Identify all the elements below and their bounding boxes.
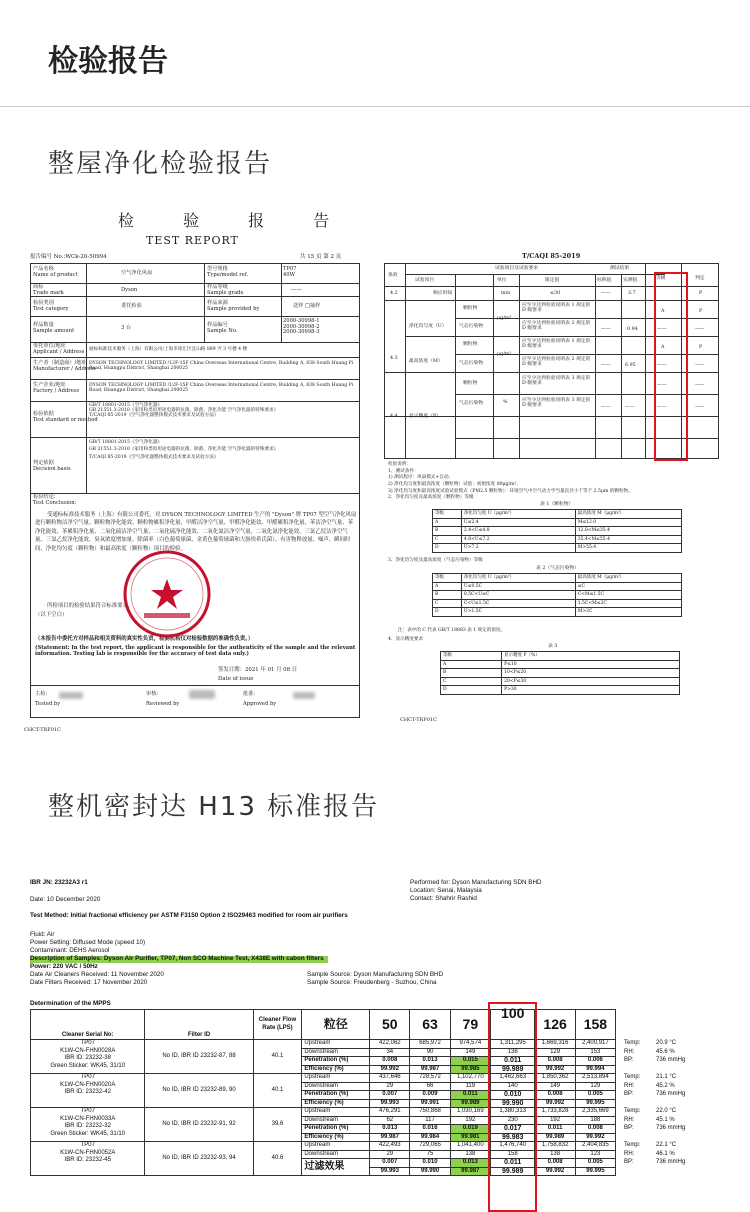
mpps-value: 0.013 bbox=[410, 1057, 450, 1066]
mpps-value: 0.009 bbox=[410, 1091, 450, 1100]
label-client: 委托单位/地址 Applicant / Address bbox=[33, 343, 85, 355]
determination-title: Determination of the MPPS bbox=[30, 1000, 111, 1007]
filter-id: No ID, IBR ID 23232-87, 88 bbox=[145, 1040, 253, 1074]
value-conclusion3: （以下空白） bbox=[35, 612, 68, 618]
value-conclusion2: 所检项目的检验结果符合标准要求。 bbox=[47, 603, 134, 609]
sample-description: Description of Samples: Dyson Air Purifier, TP07, Non SCO Machine Test, X438E with cabon filters bbox=[30, 956, 328, 963]
mpps-value: 0.007 bbox=[370, 1091, 410, 1100]
mpps-value: 153 bbox=[575, 1048, 615, 1057]
r3-unit: μg/m³ bbox=[497, 352, 512, 357]
r2-sub: 气态污染物 bbox=[459, 324, 483, 329]
mpps-value: 0.013 bbox=[450, 1159, 490, 1168]
filter-id: No ID, IBR ID 23232-89, 90 bbox=[145, 1074, 253, 1108]
mpps-value: 476,291 bbox=[370, 1108, 410, 1117]
row-label: Penetration (%) bbox=[302, 1057, 370, 1066]
label-manufacturer: 生产者（制造商）/地址 Manufacturer / Address bbox=[33, 360, 96, 372]
mpps-value: 422,493 bbox=[370, 1142, 410, 1151]
mpps-value: 0.011 bbox=[490, 1057, 535, 1066]
signature-reviewed bbox=[189, 690, 215, 699]
mpps-value: 0.008 bbox=[535, 1091, 575, 1100]
mpps-value: 1,380,313 bbox=[490, 1108, 535, 1117]
std-title: T/CAQI 85-2019 bbox=[522, 252, 581, 260]
table-row bbox=[31, 1142, 720, 1151]
mpps-value: 1,733,828 bbox=[535, 1108, 575, 1117]
col-items: 试验项目及试验要求 bbox=[495, 266, 539, 271]
sign-reviewed: 审核: bbox=[146, 691, 159, 697]
performed-for: Performed for: Dyson Manufacturing SDN BHD bbox=[410, 879, 542, 886]
table-2: 等级 净化均匀度 U（μg/m³） 最高浓度 M（μg/m³） A U≤0.5C ≤C B 0.5C<U≤C C<M≤1.5C C C<U≤1.5C 1.5C<M≤2C D U>1.5C M>2C bbox=[432, 573, 682, 617]
value-provided: 送样 □抽样 bbox=[293, 303, 321, 309]
mpps-value: 0.015 bbox=[450, 1057, 490, 1066]
mpps-value: 99.989 bbox=[490, 1167, 535, 1176]
mpps-value: 0.019 bbox=[450, 1125, 490, 1134]
sign-reviewed-en: Reviewed by bbox=[146, 701, 180, 707]
source-1: Sample Source: Dyson Manufacturing SDN BHD bbox=[307, 971, 444, 978]
value-grade: —— bbox=[291, 287, 302, 293]
issue-date: 签发日期：2021 年 01 月 08 日 bbox=[218, 667, 298, 673]
value-sampleno: 2000-30998-1 2000-30998-2 2000-30998-3 bbox=[283, 318, 320, 336]
official-seal-icon bbox=[122, 549, 212, 639]
date-filters: Date Filters Received: 17 November 2020 bbox=[30, 979, 148, 986]
mpps-value: 1,850,362 bbox=[535, 1074, 575, 1083]
mpps-value: 1,030,169 bbox=[450, 1108, 490, 1117]
mpps-value: 99.993 bbox=[370, 1099, 410, 1108]
mpps-value: 1,102,770 bbox=[450, 1074, 490, 1083]
value-conclusion: 受通标标准技术服务（上海）有限公司委托，对 DYSON TECHNOLOGY LIMITED 生产的 "Dyson" 牌 TP07 型空气净化风扇进行颗粒物洁净空气量、颗粒物净化能效、颗粒物累积净化量、甲醛洁净空气量、甲醛净化能效、甲醛累积净化量、苯洁净空气量、苯净化能效、苯累积净化量、二氧化硫洁净空气量、二氧化硫净化能效、二氧化氮洁净空气量、二氧化氮净化能效、三氯乙烷洁净空气量、三氯乙烷净化能效、臭氧浓度增加量、除菌率（白色葡萄球菌、金黄色葡萄球菌和大肠埃希氏菌）、有害物释放量、噪声、瞬间时间、净化均匀度（颗粒物）和最高浓度（颗粒物）项目的检验。 bbox=[35, 512, 357, 552]
r3-nominal: —— bbox=[601, 363, 611, 368]
power-setting: Power Setting: Diffused Mode (speed 10) bbox=[30, 939, 146, 946]
r0-no: 4.2 bbox=[390, 291, 398, 296]
mpps-value: 99.983 bbox=[490, 1133, 535, 1142]
env-conditions: BP: 736 mmHg bbox=[624, 1091, 686, 1097]
report-no: 报告编号 No.:WCk-20-50994 bbox=[30, 254, 107, 260]
row-label: Upstream bbox=[302, 1108, 370, 1117]
mpps-value: 99.994 bbox=[575, 1065, 615, 1074]
mpps-value: 138 bbox=[450, 1150, 490, 1159]
mpps-value: 1,462,663 bbox=[490, 1074, 535, 1083]
r3-grade: A bbox=[661, 345, 665, 350]
mpps-value: 99.992 bbox=[535, 1099, 575, 1108]
mpps-value: 0.008 bbox=[575, 1125, 615, 1134]
col-grade: 等级 bbox=[656, 276, 666, 281]
r1-grade: A bbox=[661, 309, 665, 314]
flow-rate: 40.1 bbox=[253, 1040, 302, 1074]
mpps-value: 99.989 bbox=[450, 1099, 490, 1108]
env-conditions: RH: 45.6 % bbox=[624, 1048, 675, 1055]
label-standard: 检验依据 Test standard or method bbox=[33, 411, 98, 423]
mpps-value: 123 bbox=[575, 1150, 615, 1159]
footer-right: CHCT-TRF01C bbox=[400, 717, 437, 723]
mpps-value: 99.985 bbox=[450, 1065, 490, 1074]
env-conditions: Temp: 21.1 °C bbox=[624, 1074, 677, 1080]
env-conditions: BP: 736 mmHg bbox=[624, 1159, 686, 1165]
mpps-value: 188 bbox=[575, 1116, 615, 1125]
mpps-value: 2,400,917 bbox=[575, 1040, 615, 1049]
env-conditions: BP: 736 mmHg bbox=[624, 1125, 686, 1131]
env-conditions: RH: 45.2 % bbox=[624, 1082, 675, 1089]
mpps-value: 728,572 bbox=[410, 1074, 450, 1083]
label-sampleno: 样品编号 Sample No. bbox=[207, 322, 238, 334]
r2-verdict: —— bbox=[695, 327, 705, 332]
t2-note: 3、净化均匀度及最高浓度（气态污染物）等级 bbox=[388, 558, 483, 563]
sub-limit: 限定值 bbox=[545, 278, 560, 283]
mpps-value: 1,476,740 bbox=[490, 1142, 535, 1151]
mpps-value: 29 bbox=[370, 1150, 410, 1159]
heading-cn: 检 验 报 告 bbox=[118, 211, 352, 230]
row-label: Downstream bbox=[302, 1082, 370, 1091]
mpps-value: 138 bbox=[535, 1150, 575, 1159]
highlight-box-grade bbox=[654, 272, 688, 461]
location: Location: Senai, Malaysia bbox=[410, 887, 482, 894]
issue-label: Date of issue bbox=[218, 676, 254, 682]
mpps-value: 685,972 bbox=[410, 1040, 450, 1049]
r1-nominal: —— bbox=[601, 327, 611, 332]
r2-grade: —— bbox=[657, 327, 667, 332]
section-title-whole-house: 整屋净化检验报告 bbox=[48, 149, 273, 179]
r1-limit: 应至少达到检验说明表 1 规定的 D 级要求 bbox=[522, 303, 591, 314]
mpps-value: 149 bbox=[450, 1048, 490, 1057]
mpps-value: 0.007 bbox=[370, 1159, 410, 1168]
contact: Contact: Shahrir Rashid bbox=[410, 895, 477, 902]
mpps-value: 0.006 bbox=[575, 1057, 615, 1066]
r5-unit: % bbox=[503, 400, 508, 405]
mpps-value: 149 bbox=[535, 1082, 575, 1091]
row-label: Downstream bbox=[302, 1116, 370, 1125]
r4-limit: 应至少达到检验说明表 2 规定的 D 级要求 bbox=[522, 357, 591, 368]
sign-tested: 主检: bbox=[35, 691, 48, 697]
mpps-value: 0.008 bbox=[370, 1057, 410, 1066]
page-title: 检验报告 bbox=[48, 44, 168, 79]
table-row bbox=[31, 1108, 720, 1117]
col-clause: 条款 bbox=[388, 273, 398, 278]
statement-cn: （本报告中委托方对样品和相关资料的真实性负责，检测机构仅对检验数据的准确性负责。） bbox=[35, 636, 254, 642]
mpps-value: 0.005 bbox=[575, 1091, 615, 1100]
statement-en: (Statement: In the test report, the applicant is responsible for the authenticity of the sample and the relevant information. Testing lab is responsible for the accuracy of test data only.) bbox=[35, 645, 356, 657]
signature-tested bbox=[59, 692, 83, 699]
row-label: Penetration (%) bbox=[302, 1125, 370, 1134]
mpps-table: Cleaner Serial No: Filter ID Cleaner Flow Rate (LPS) 粒径 50 63 79 100 126 158 TP07 K1W-CN-FHN0028A IBR ID: 23232-38 Green Sticker: WK45, 31/10 No ID, IBR ID 23232-87, 88 40.1 Upstream 422,062 685,972 974,574 1,311,295 1,669,316 2,400,917 Temp: 20.9 °C Downstream 34 90 149 138 129 153 RH: 45.6 % Penetration (%) 0.008 0.013 0.015 0.011 0.008 0.006 BP: 736 mmHg Efficiency (%) 99.992 99.987 99.985 99.989 99.992 99.994 TP07 K1W-CN-FHN0020A IBR ID: 23232-42 No ID, IBR ID 23232-89, 90 40.1 Upstream 437,646 728,572 1,102,770 1,462,663 1,850,362 2,513,894 Temp: 21.1 °C Downstream 29 66 119 140 149 129 RH: 45.2 % Penetration (%) 0.007 0.009 0.011 0.010 0.008 0.005 BP: 736 mmHg Efficiency (%) 99.993 99.991 99.989 99.990 99.992 99.995 TP07 K1W-CN-FHN0033A IBR ID: 23232-32 Green Sticker: WK45, 31/10 No ID, IBR ID 23232-91, 92 39.6 Upstream 476,291 750,868 1,030,169 1,380,313 1,733,828 2,335,669 Temp: 22.0 °C Downstream 62 117 192 230 192 188 RH: 45.1 % Penetration (%) 0.013 0.016 0.019 0.017 0.011 0.008 BP: 736 mmHg Efficiency (%) 99.987 99.984 99.981 99.983 99.989 99.992 TP07 K1W-CN-FHN0052A IBR ID: 23232-45 No ID, IBR ID 23232-93, 94 40.6 Upstream 422,493 729,065 1,041,400 1,476,740 1,758,832 2,404,835 Temp: 22.1 °C Downstream 29 75 138 158 138 123 RH: 46.1 % 过滤效果 0.007 0.010 0.013 0.011 0.008 0.005 BP: 736 mmHg 99.993 99.990 99.987 99.989 99.992 99.995 bbox=[30, 1009, 720, 1176]
row-label: Penetration (%) bbox=[302, 1091, 370, 1100]
t1-title: 表 1（颗粒物） bbox=[540, 502, 574, 507]
report-left bbox=[30, 263, 360, 718]
mpps-value: 99.987 bbox=[370, 1133, 410, 1142]
r5-sub: 颗粒物 bbox=[463, 381, 478, 386]
r5-no: 4.4 bbox=[390, 414, 398, 419]
mpps-value: 192 bbox=[450, 1116, 490, 1125]
env-conditions: Temp: 20.9 °C bbox=[624, 1040, 677, 1046]
r4-grade: —— bbox=[657, 363, 667, 368]
footer-left: CHCT-TRF01C bbox=[24, 727, 61, 733]
label-model: 型号规格 Type/model ref. bbox=[207, 266, 249, 278]
r1-no: 4.3 bbox=[390, 356, 398, 361]
mpps-value: 75 bbox=[410, 1150, 450, 1159]
r0-verdict: P bbox=[699, 291, 703, 296]
flow-rate: 40.1 bbox=[253, 1074, 302, 1108]
r5-grade: —— bbox=[657, 383, 667, 388]
value-factory: DYSON TECHNOLOGY LIMITED /12F-15F China Overseas International Centre, Building A, 838 South Huang Pi Road, Huangpu District, Shanghai 200025 bbox=[89, 383, 354, 394]
cleaner-serial: TP07 K1W-CN-FHN0028A IBR ID: 23232-38 Green Sticker: WK45, 31/10 bbox=[31, 1040, 145, 1074]
mpps-value: 1,758,832 bbox=[535, 1142, 575, 1151]
label-conclusion: 检验结论: Test Conclusion: bbox=[33, 494, 77, 506]
mpps-value: 34 bbox=[370, 1048, 410, 1057]
r0-item: 响应时间 bbox=[433, 291, 453, 296]
r6-limit: 应至少达到检验说明表 3 规定的 D 级要求 bbox=[522, 398, 591, 409]
mpps-value: 2,404,835 bbox=[575, 1142, 615, 1151]
mpps-value: 1,669,316 bbox=[535, 1040, 575, 1049]
value-amount: 3 台 bbox=[121, 325, 132, 331]
table-row bbox=[31, 1074, 720, 1083]
mpps-value: 90 bbox=[410, 1048, 450, 1057]
env-conditions bbox=[616, 1167, 720, 1176]
r3-measured: 6.95 bbox=[625, 363, 636, 368]
row-label: Downstream bbox=[302, 1150, 370, 1159]
mpps-value: 1,311,295 bbox=[490, 1040, 535, 1049]
env-conditions: Temp: 22.0 °C bbox=[624, 1108, 677, 1114]
r6-sub: 气态污染物 bbox=[459, 401, 483, 406]
mpps-value: 0.017 bbox=[490, 1125, 535, 1134]
mpps-value: 62 bbox=[370, 1116, 410, 1125]
mpps-value: 2,513,894 bbox=[575, 1074, 615, 1083]
label-product: 产品名称 Name of product bbox=[33, 266, 78, 278]
mpps-value: 29 bbox=[370, 1082, 410, 1091]
row-label: Upstream bbox=[302, 1074, 370, 1083]
mpps-value: 99.995 bbox=[575, 1099, 615, 1108]
r1-unit: μg/m³ bbox=[497, 316, 512, 321]
env-conditions: RH: 45.1 % bbox=[624, 1116, 675, 1123]
mpps-value: 138 bbox=[490, 1048, 535, 1057]
mpps-value: 1,041,400 bbox=[450, 1142, 490, 1151]
sub-measured: 实测值 bbox=[623, 278, 638, 283]
mpps-value: 729,065 bbox=[410, 1142, 450, 1151]
r1-verdict: P bbox=[699, 309, 703, 314]
mpps-value: 99.992 bbox=[370, 1065, 410, 1074]
mpps-value: 119 bbox=[450, 1082, 490, 1091]
filter-id: No ID, IBR ID 23232-91, 92 bbox=[145, 1108, 253, 1142]
ibr-no: IBR JN: 23232A3 r1 bbox=[30, 879, 88, 886]
mpps-value: 99.991 bbox=[410, 1099, 450, 1108]
flow-rate: 40.6 bbox=[253, 1142, 302, 1176]
r6-grade: —— bbox=[657, 405, 667, 410]
row-label: Upstream bbox=[302, 1142, 370, 1151]
mpps-value: 99.990 bbox=[490, 1099, 535, 1108]
value-model: TP07 40W bbox=[283, 266, 297, 278]
label-factory: 生产企业/地址 Factory / Address bbox=[33, 382, 80, 394]
mpps-value: 99.990 bbox=[410, 1167, 450, 1176]
r1-measured: 0.94 bbox=[627, 327, 638, 332]
sub-item: 试验项目 bbox=[415, 278, 435, 283]
mpps-value: 437,646 bbox=[370, 1074, 410, 1083]
power: Power: 220 VAC / 50Hz bbox=[30, 963, 98, 970]
row-label: Efficiency (%) bbox=[302, 1065, 370, 1074]
r6-verdict: —— bbox=[695, 405, 705, 410]
section-title-h13: 整机密封达 H13 标准报告 bbox=[48, 792, 380, 822]
report-date: Date: 10 December 2020 bbox=[30, 896, 101, 903]
r0-limit: ≤30 bbox=[550, 291, 561, 296]
env-conditions: RH: 46.1 % bbox=[624, 1150, 675, 1157]
cleaner-serial: TP07 K1W-CN-FHN0052A IBR ID: 23232-45 bbox=[31, 1142, 145, 1176]
mpps-value: 0.013 bbox=[370, 1125, 410, 1134]
env-conditions: Temp: 22.1 °C bbox=[624, 1142, 677, 1148]
t3-title: 表 3 bbox=[548, 644, 558, 649]
mpps-value: 0.005 bbox=[575, 1159, 615, 1168]
row-label: Efficiency (%) bbox=[302, 1133, 370, 1142]
value-manufacturer: DYSON TECHNOLOGY LIMITED /12F-15F China Overseas International Centre, Building A, 838 South Huang Pi Road, Huangpu District, Shanghai 200025 bbox=[89, 361, 354, 372]
mpps-value: 99.993 bbox=[370, 1167, 410, 1176]
r3-sub: 颗粒物 bbox=[463, 342, 478, 347]
label-grade: 样品等级 Sample grade bbox=[207, 284, 244, 296]
mpps-value: 99.987 bbox=[450, 1167, 490, 1176]
mpps-value: 129 bbox=[535, 1048, 575, 1057]
mpps-value: 99.992 bbox=[535, 1065, 575, 1074]
mpps-value: 0.011 bbox=[450, 1091, 490, 1100]
mpps-value: 0.010 bbox=[490, 1091, 535, 1100]
r5-measured: —— bbox=[625, 405, 635, 410]
r5-verdict: —— bbox=[695, 383, 705, 388]
col-results: 测试结果 bbox=[610, 266, 630, 271]
sign-approved-en: Approved by bbox=[243, 701, 277, 707]
label-trademark: 商标 Trade mark bbox=[33, 284, 64, 296]
mpps-value: 0.011 bbox=[535, 1125, 575, 1134]
mpps-value: 0.011 bbox=[490, 1159, 535, 1168]
label-provided: 样品来源 Sample provided by bbox=[207, 300, 260, 312]
value-category: 委托检验 bbox=[121, 303, 142, 309]
env-conditions bbox=[616, 1099, 720, 1108]
env-conditions: BP: 736 mmHg bbox=[624, 1057, 686, 1063]
mpps-value: 140 bbox=[490, 1082, 535, 1091]
table-1: 等级 净化均匀度 U（μg/m³） 最高浓度 M（μg/m³） A U≤2.4 M≤12.0 B 2.4<U≤4.8 12.0<M≤35.4 C 4.8<U≤7.2 35.4<M≤55.4 D U>7.2 M>55.4 bbox=[432, 509, 682, 553]
mpps-value: 974,574 bbox=[450, 1040, 490, 1049]
row-label: 过滤效果 bbox=[302, 1159, 370, 1176]
mpps-value: 750,868 bbox=[410, 1108, 450, 1117]
cleaner-serial: TP07 K1W-CN-FHN0033A IBR ID: 23232-32 Green Sticker: WK45, 31/10 bbox=[31, 1108, 145, 1142]
contaminant: Contaminant: DEHS Aerosol bbox=[30, 947, 110, 954]
value-product: 空气净化风扇 bbox=[121, 270, 153, 276]
label-amount: 样品数量 Sample amount bbox=[33, 322, 75, 334]
r1-item: 净化均匀度（U） bbox=[409, 324, 447, 329]
mpps-value: 0.010 bbox=[410, 1159, 450, 1168]
r0-measured: 3.7 bbox=[628, 291, 636, 296]
highlight-box-100nm bbox=[488, 1002, 537, 1212]
mpps-value: 99.995 bbox=[575, 1167, 615, 1176]
value-decision: GB/T 18801-2015《空气净化器》 GB 21551.3-2010《家用和类似用途电器的抗菌、除菌、净化功能 空气净化器的特殊要求》 T/CAQI 85-2019《空气净化器整体模式技术要求及试验方法》 bbox=[89, 440, 279, 460]
r5-item: 显示精度（P） bbox=[409, 414, 442, 419]
mpps-value: 117 bbox=[410, 1116, 450, 1125]
sub-nominal: 标称值 bbox=[597, 278, 612, 283]
r3-item: 最高浓度（M） bbox=[409, 359, 443, 364]
env-conditions bbox=[616, 1133, 720, 1142]
mpps-value: 99.989 bbox=[490, 1065, 535, 1074]
r4-verdict: —— bbox=[695, 363, 705, 368]
r3-verdict: P bbox=[699, 345, 703, 350]
row-label: Downstream bbox=[302, 1048, 370, 1057]
r3-limit: 应至少达到检验说明表 1 规定的 D 级要求 bbox=[522, 339, 591, 350]
signature-approved bbox=[293, 692, 315, 699]
notes: 检验说明： 1、测试条件： 1) 测试程序：风扇模式+自动。 2) 净化均匀度和最高浓度（颗粒物）试验：初始浓度 80μg/m³。 3) 净化均匀度和最高浓度试验试验模式（PM2.5 颗粒物）：环境空气中空气动力学当量直径小于等于 2.5μm 的颗粒物。 2、净化均匀度及最高浓度（颗粒物）等级 bbox=[388, 462, 633, 501]
source-2: Sample Source: Freudenberg - Suzhou, China bbox=[307, 979, 437, 986]
mpps-value: 192 bbox=[535, 1116, 575, 1125]
value-standard: GB/T 18801-2015《空气净化器》 GB 21551.3-2010《家用和类似用途电器的抗菌、除菌、净化功能 空气净化器的特殊要求》 T/CAQI 85-2019《空气净化器整体模式技术要求及试验方法》 bbox=[89, 403, 279, 419]
mpps-value: 422,062 bbox=[370, 1040, 410, 1049]
page-no: 共 15 页 第 2 页 bbox=[300, 254, 342, 260]
mpps-value: 0.008 bbox=[535, 1057, 575, 1066]
r4-sub: 气态污染物 bbox=[459, 361, 483, 366]
mpps-value: 99.989 bbox=[535, 1133, 575, 1142]
cleaner-serial: TP07 K1W-CN-FHN0020A IBR ID: 23232-42 bbox=[31, 1074, 145, 1108]
mpps-value: 99.981 bbox=[450, 1133, 490, 1142]
heading-en: TEST REPORT bbox=[146, 234, 239, 247]
mpps-value: 0.016 bbox=[410, 1125, 450, 1134]
sign-approved: 批准: bbox=[243, 691, 256, 697]
flow-rate: 39.6 bbox=[253, 1108, 302, 1142]
r2-limit: 应至少达到检验说明表 2 规定的 D 级要求 bbox=[522, 321, 591, 332]
r0-nominal: —— bbox=[601, 291, 611, 296]
mpps-value: 129 bbox=[575, 1082, 615, 1091]
mpps-value: 99.987 bbox=[410, 1065, 450, 1074]
table-row bbox=[31, 1040, 720, 1049]
mpps-value: 0.008 bbox=[535, 1159, 575, 1168]
filter-id: No ID, IBR ID 23232-93, 94 bbox=[145, 1142, 253, 1176]
label-decision: 判定依据 Decision basis bbox=[33, 460, 71, 472]
mpps-value: 2,335,669 bbox=[575, 1108, 615, 1117]
t3-note: 4、显示精度要求 bbox=[388, 637, 424, 642]
env-conditions bbox=[616, 1065, 720, 1074]
row-label: Efficiency (%) bbox=[302, 1099, 370, 1108]
value-client: 通标标准技术服务（上海）有限公司/上海市徐汇区宜山路 889 弄 3 号楼 4 楼 bbox=[89, 347, 248, 352]
value-trademark: Dyson bbox=[121, 287, 138, 293]
mpps-value: 158 bbox=[490, 1150, 535, 1159]
row-label: Upstream bbox=[302, 1040, 370, 1049]
divider bbox=[0, 106, 750, 107]
mpps-value: 230 bbox=[490, 1116, 535, 1125]
test-method: Test Method: Initial fractional efficiency per ASTM F3150 Option 2 ISO29463 modified for room air purifiers bbox=[30, 912, 348, 919]
r5-limit: 应至少达到检验说明表 3 规定的 D 级要求 bbox=[522, 376, 591, 387]
r1-sub: 颗粒物 bbox=[463, 306, 478, 311]
mpps-value: 99.992 bbox=[535, 1167, 575, 1176]
r0-unit: min bbox=[501, 291, 511, 296]
label-category: 检验类别 Test category bbox=[33, 300, 69, 312]
t2-title: 表 2（气态污染物） bbox=[536, 566, 579, 571]
mpps-value: 99.992 bbox=[575, 1133, 615, 1142]
table-3: 等级 显示精度 P（%） A P≤10 B 10<P≤20 C 20<P≤30 D P>30 bbox=[440, 651, 680, 695]
r5-nominal: —— bbox=[601, 405, 611, 410]
sub-unit: 单位 bbox=[497, 278, 507, 283]
mpps-value: 99.984 bbox=[410, 1133, 450, 1142]
fluid: Fluid: Air bbox=[30, 931, 55, 938]
mpps-value: 66 bbox=[410, 1082, 450, 1091]
sign-tested-en: Tested by bbox=[35, 701, 61, 707]
col-verdict: 判定 bbox=[695, 276, 705, 281]
t2-foot: 注：表中的 C 代表 GB/T 18883 表 1 规定的浓度。 bbox=[398, 628, 506, 633]
date-cleaners: Date Air Cleaners Received: 11 November 2020 bbox=[30, 971, 164, 978]
